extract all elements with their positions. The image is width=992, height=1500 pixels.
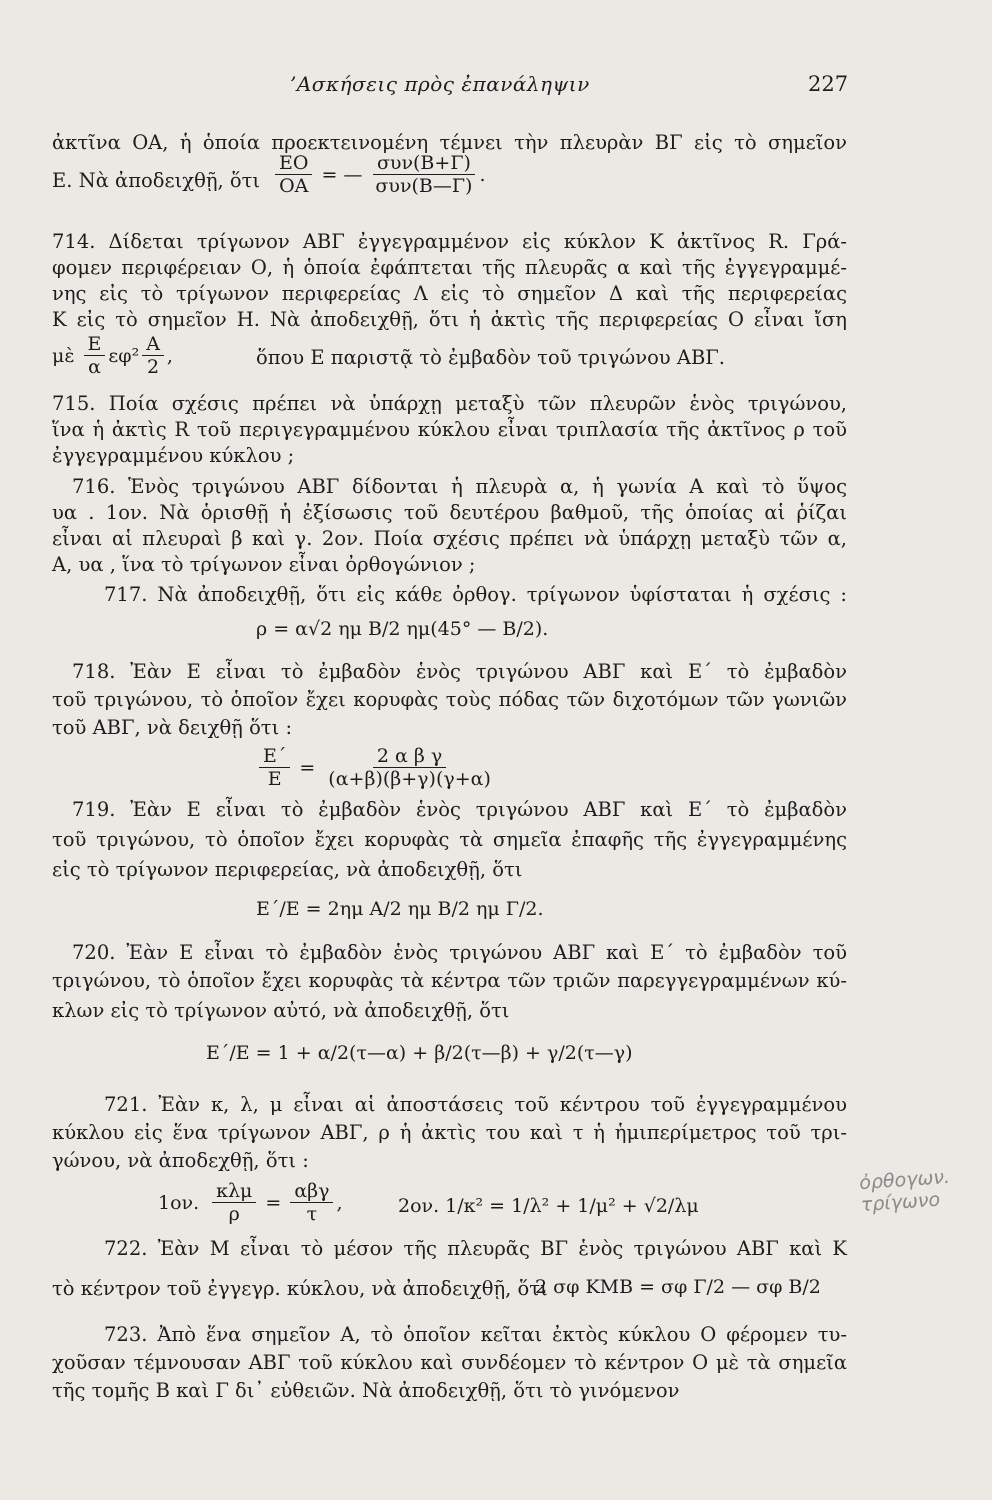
formula-722: 2 σφ ΚΜΒ = σφ Γ/2 — σφ Β/2 <box>535 1276 821 1298</box>
text-line: τοῦ τριγώνου, τὸ ὁποῖον ἔχει κορυφὰς τὰ σημεῖα ἐπαφῆς τῆς ἐγγεγραμμένης <box>52 828 847 851</box>
exercise-722: 722. Ἐὰν Μ εἶναι τὸ μέσον τῆς πλευρᾶς ΒΓ ἑνὸς τριγώνου ΑΒΓ καὶ Κ <box>104 1237 847 1260</box>
text-line: ἀκτῖνα ΟΑ, ἡ ὁποία προεκτεινομένη τέμνει τὴν πλευρὰν ΒΓ εἰς τὸ σημεῖον <box>52 131 847 154</box>
text-line: τριγώνου, τὸ ὁποῖον ἔχει κορυφὰς τὰ κέντρα τῶν τριῶν παρεγγεγραμμένων κύ- <box>52 969 847 992</box>
exercise-723: 723. Ἀπὸ ἕνα σημεῖον Α, τὸ ὁποῖον κεῖται ἐκτὸς κύκλου Ο φέρομεν τυ- <box>104 1323 847 1346</box>
formula-720: Ε΄/Ε = 1 + α/2(τ—α) + β/2(τ—β) + γ/2(τ—γ) <box>206 1042 633 1064</box>
formula-713: $\frac{EO}{OA}$ = — $\frac{\text{συν(Β+Γ)}}{\text{συν(Β—Γ)}}$ . <box>272 152 486 197</box>
text-line: τὸ κέντρον τοῦ ἐγγεγρ. κύκλου, νὰ ἀποδειχθῇ, ὅτι <box>52 1277 548 1300</box>
text-line: ὅπου Ε παριστᾷ τὸ ἐμβαδὸν τοῦ τριγώνου ΑΒΓ. <box>256 346 725 369</box>
formula-719: Ε΄/Ε = 2ημ Α/2 ημ Β/2 ημ Γ/2. <box>256 898 544 920</box>
text-line: υα . 1ον. Νὰ ὁρισθῇ ἡ ἐξίσωσις τοῦ δευτέρου βαθμοῦ, τῆς ὁποίας αἱ ῥίζαι <box>52 501 847 524</box>
text-line: νης εἰς τὸ τρίγωνον περιφερείας Λ εἰς τὸ σημεῖον Δ καὶ τῆς περιφερείας <box>52 282 847 305</box>
text-line: τοῦ τριγώνου, τὸ ὁποῖον ἔχει κορυφὰς τοὺς πόδας τῶν διχοτόμων τῶν γωνιῶν <box>52 688 847 711</box>
handwritten-margin-note: ὀρθογων. τρίγωνο <box>858 1165 951 1217</box>
exercise-720: 720. Ἐὰν Ε εἶναι τὸ ἐμβαδὸν ἑνὸς τριγώνου ΑΒΓ καὶ Ε΄ τὸ ἐμβαδὸν τοῦ <box>72 941 847 964</box>
text-line: κλων εἰς τὸ τρίγωνον αὐτό, νὰ ἀποδειχθῇ, ὅτι <box>52 999 510 1022</box>
text-line: γώνου, νὰ ἀποδεχθῇ, ὅτι : <box>52 1149 309 1172</box>
text-line: Ε. Νὰ ἀποδειχθῇ, ὅτι <box>52 169 261 192</box>
text-line: φομεν περιφέρειαν Ο, ἡ ὁποία ἐφάπτεται τῆς πλευρᾶς α καὶ τῆς ἐγγεγραμμέ- <box>52 256 847 279</box>
page-number: 227 <box>808 72 849 96</box>
running-header: ’Ασκήσεις πρὸς ἐπανάληψιν <box>290 72 590 96</box>
text-line: χοῦσαν τέμνουσαν ΑΒΓ τοῦ κύκλου καὶ συνδέομεν τὸ κέντρον Ο μὲ τὰ σημεῖα <box>52 1351 847 1374</box>
formula-721a: 1ον. $\frac{\text{κλμ}}{\rho}$ = $\frac{\text{αβγ}}{\tau}$ , <box>158 1180 343 1225</box>
exercise-716: 716. Ἑνὸς τριγώνου ΑΒΓ δίδονται ἡ πλευρὰ α, ἡ γωνία Α καὶ τὸ ὕψος <box>72 475 847 498</box>
exercise-718: 718. Ἐὰν Ε εἶναι τὸ ἐμβαδὸν ἑνὸς τριγώνου ΑΒΓ καὶ Ε΄ τὸ ἐμβαδὸν <box>72 660 847 683</box>
text-line: Κ εἰς τὸ σημεῖον Η. Νὰ ἀποδειχθῇ, ὅτι ἡ ἀκτὶς τῆς περιφερείας Ο εἶναι ἴση <box>52 308 847 331</box>
exercise-721: 721. Ἐὰν κ, λ, μ εἶναι αἱ ἀποστάσεις τοῦ κέντρου τοῦ ἐγγεγραμμένου <box>104 1093 847 1116</box>
formula-714: μὲ $\frac{E}{\alpha}$ εφ² $\frac{A}{2}$ , <box>52 333 173 378</box>
exercise-717: 717. Νὰ ἀποδειχθῇ, ὅτι εἰς κάθε ὀρθογ. τρίγωνον ὑφίσταται ἡ σχέσις : <box>104 583 847 606</box>
text-line: Α, υα , ἵνα τὸ τρίγωνον εἶναι ὀρθογώνιον ; <box>52 553 476 576</box>
text-line: τῆς τομῆς Β καὶ Γ δι᾿ εὐθειῶν. Νὰ ἀποδειχθῇ, ὅτι τὸ γινόμενον <box>52 1379 680 1402</box>
formula-721b: 2ον. 1/κ² = 1/λ² + 1/μ² + √2/λμ <box>398 1195 699 1217</box>
exercise-719: 719. Ἐὰν Ε εἶναι τὸ ἐμβαδὸν ἑνὸς τριγώνου ΑΒΓ καὶ Ε΄ τὸ ἐμβαδὸν <box>72 798 847 821</box>
formula-718: $\frac{E΄}{E}$ = $\frac{\text{2 α β γ}}{(\alpha+\beta)(\beta+\gamma)(\gamma+\alpha)}$ <box>256 745 498 790</box>
formula-717: ρ = α√2 ημ Β/2 ημ(45° — Β/2). <box>256 618 549 640</box>
text-line: κύκλου εἰς ἕνα τρίγωνον ΑΒΓ, ρ ἡ ἀκτὶς του καὶ τ ἡ ἡμιπερίμετρος τοῦ τρι- <box>52 1121 847 1144</box>
text-line: εἶναι αἱ πλευραὶ β καὶ γ. 2ον. Ποία σχέσις πρέπει νὰ ὑπάρχῃ μεταξὺ τῶν α, <box>52 527 847 550</box>
text-line: τοῦ ΑΒΓ, νὰ δειχθῇ ὅτι : <box>52 716 293 739</box>
text-line: ἐγγεγραμμένου κύκλου ; <box>52 444 295 467</box>
exercise-715: 715. Ποία σχέσις πρέπει νὰ ὑπάρχῃ μεταξὺ τῶν πλευρῶν ἑνὸς τριγώνου, <box>52 392 847 415</box>
text-line: ἵνα ἡ ἀκτὶς R τοῦ περιγεγραμμένου κύκλου εἶναι τριπλασία τῆς ἀκτῖνος ρ τοῦ <box>52 418 847 441</box>
exercise-714: 714. Δίδεται τρίγωνον ΑΒΓ ἐγγεγραμμένον εἰς κύκλον Κ ἀκτῖνος R. Γρά- <box>52 230 847 253</box>
text-line: εἰς τὸ τρίγωνον περιφερείας, νὰ ἀποδειχθῇ, ὅτι <box>52 858 523 881</box>
